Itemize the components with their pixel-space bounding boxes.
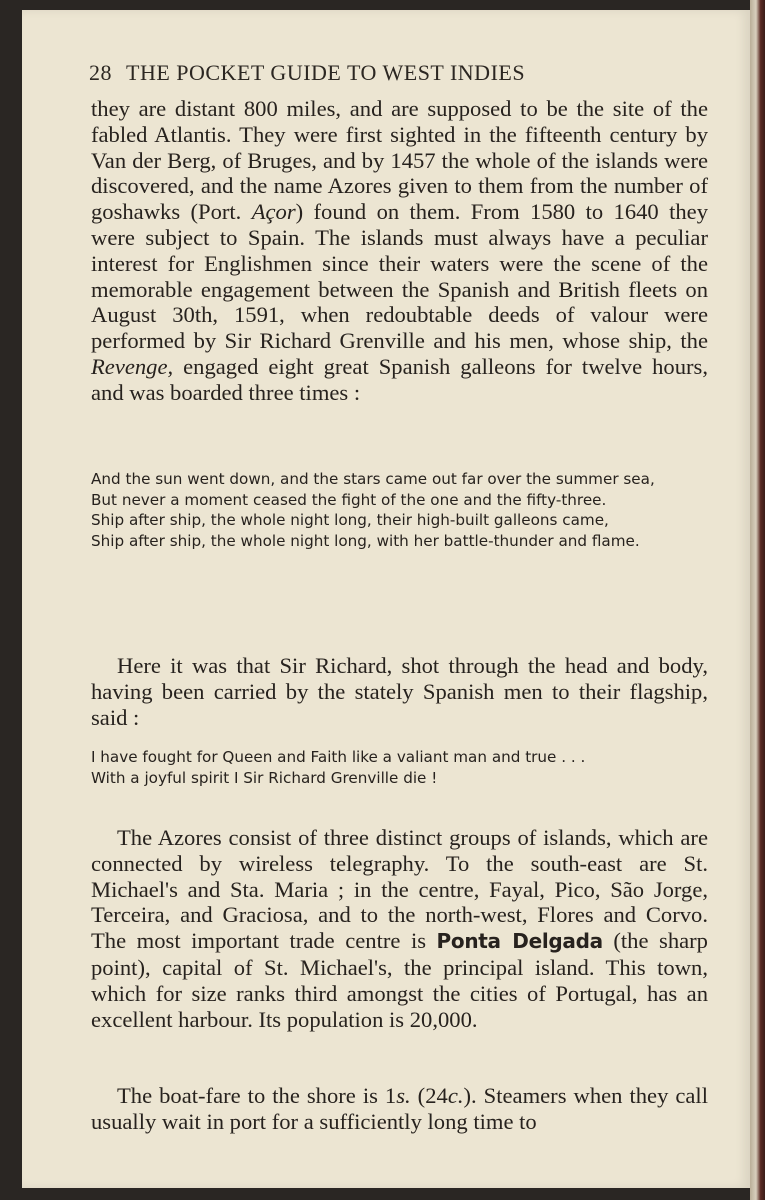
- paragraph-atlantis: they are distant 800 miles, and are supposed to be the site of the fabled Atlantis. They were first sighted in the fifteenth century by Van der Berg, of Bruges, and by 1457 the whole of the islands were discovered, and the name Azores given to them from the number of goshawks (Port. Açor) found on them. From 1580 to 1640 they were subject to Spain. The islands must always have a peculiar interest for Englishmen since their waters were the scene of the memorable engagement between the Spanish and British fleets on August 30th, 1591, when redoubtable deeds of valour were performed by Sir Richard Grenville and his men, whose ship, the Revenge, engaged eight great Spanish galleons for twelve hours, and was boarded three times :: [91, 96, 708, 405]
- verse-quotation-1: [91, 469, 711, 552]
- paragraph-grenville: Here it was that Sir Richard, shot through the head and body, having been carried by the stately Spanish men to their flagship, said :: [91, 653, 708, 730]
- running-header: [89, 60, 709, 86]
- verse-line: And the sun went down, and the stars came out far over the summer sea,: [91, 470, 655, 488]
- ponta-delgada-bold: Ponta Delgada: [436, 929, 603, 954]
- verse-line: With a joyful spirit I Sir Richard Grenville die !: [91, 768, 438, 787]
- paragraph-azores-groups: The Azores consist of three distinct groups of islands, which are connected by wireless telegraphy. To the south-east are St. Michael's and Sta. Maria ; in the centre, Fayal, Pico, São Jorge, Terceira, and Graciosa, and to the north-west, Flores and Corvo. The most important trade centre is Ponta Delgada (the sharp point), capital of St. Michael's, the principal island. This town, which for size ranks third amongst the cities of Portugal, has an excellent harbour. Its population is 20,000.: [91, 825, 708, 1032]
- verse-line: Ship after ship, the whole night long, with her battle-thunder and flame.: [91, 532, 640, 551]
- page-number: 28: [89, 60, 112, 85]
- ship-name-revenge: Revenge,: [91, 353, 174, 379]
- verse-line: I have fought for Queen and Faith like a valiant man and true . . .: [91, 748, 586, 766]
- verse-line: But never a moment ceased the fight of the one and the fifty-three.: [91, 490, 607, 509]
- paragraph-boat-fare: The boat-fare to the shore is 1s. (24c.). Steamers when they call usually wait in port for a sufficiently long time to: [91, 1083, 708, 1134]
- verse-line: Ship after ship, the whole night long, their high-built galleons came,: [91, 511, 609, 530]
- book-spine-edge: [750, 0, 765, 1200]
- verse-quotation-2: [91, 747, 711, 788]
- running-title: THE POCKET GUIDE TO WEST INDIES: [126, 60, 526, 85]
- acor-term: Açor: [251, 199, 296, 225]
